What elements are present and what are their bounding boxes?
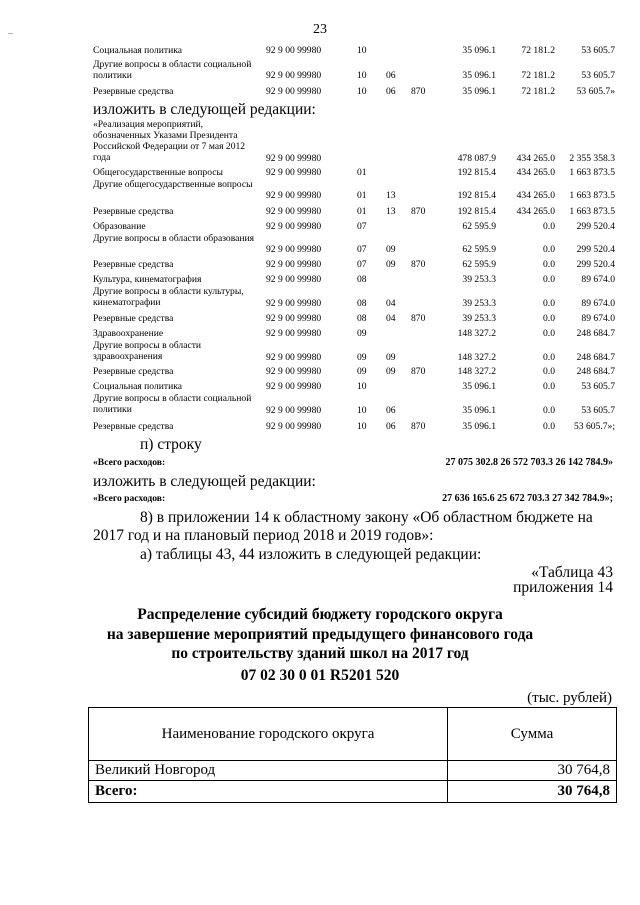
cell-v2: 0.0 — [543, 352, 555, 363]
cell-vr: 870 — [411, 86, 426, 97]
cell-v3: 248 684.7 — [576, 366, 615, 377]
cell-name: Резервные средства — [93, 86, 174, 97]
cell-v3: 53 605.7 — [581, 381, 615, 392]
cell-name: «Реализация мероприятий, обозначенных Указами Президента Российской Федерации от 7 мая 2012 года — [93, 119, 246, 163]
cell-v2: 72 181.2 — [521, 86, 555, 97]
cell-rz: 09 — [357, 352, 367, 363]
cell-v3: 248 684.7 — [576, 352, 615, 363]
cell-v1: 62 595.9 — [462, 244, 496, 255]
cell-v2: 434 265.0 — [516, 190, 555, 201]
cell-v2: 0.0 — [543, 298, 555, 309]
cell-name: Другие вопросы в области социальной политики — [93, 393, 252, 415]
cell-v2: 434 265.0 — [516, 153, 555, 164]
cell-pr: 13 — [386, 206, 396, 217]
cell-v2: 434 265.0 — [516, 206, 555, 217]
cell-v3: 1 663 873.5 — [569, 167, 615, 178]
cell-v3: 53 605.7 — [581, 405, 615, 416]
cell-v1: 35 096.1 — [462, 70, 496, 81]
cell-v1: 192 815.4 — [457, 167, 496, 178]
cell-pr: 06 — [386, 421, 396, 432]
cell-v1: 35 096.1 — [462, 45, 496, 56]
table-row — [89, 761, 617, 781]
cell-code: 92 9 00 99980 — [266, 206, 322, 217]
cell-rz: 10 — [357, 70, 367, 81]
cell-name: Резервные средства — [93, 366, 174, 377]
cell-code: 92 9 00 99980 — [266, 421, 322, 432]
cell-pr: 09 — [386, 244, 396, 255]
total-old-label: «Всего расходов: — [93, 457, 166, 468]
cell-rz: 01 — [357, 206, 367, 217]
cell-v2: 0.0 — [543, 366, 555, 377]
cell-rz: 07 — [357, 244, 367, 255]
cell-vr: 870 — [411, 366, 426, 377]
cell-v3: 89 674.0 — [581, 274, 615, 285]
cell-v2: 72 181.2 — [521, 70, 555, 81]
cell-v2: 0.0 — [543, 274, 555, 285]
cell-vr: 870 — [411, 206, 426, 217]
para8-line1: 8) в приложении 14 к областному закону «Об областном бюджете на — [140, 509, 593, 526]
cell-name: Другие общегосударственные вопросы — [93, 179, 253, 190]
cell-v1: 39 253.3 — [462, 298, 496, 309]
table-total-row — [89, 781, 617, 803]
cell-pr: 09 — [386, 352, 396, 363]
total-amount: 30 764,8 — [448, 781, 617, 803]
cell-code: 92 9 00 99980 — [266, 405, 322, 416]
cell-v2: 0.0 — [543, 221, 555, 232]
para8-line2: 2017 год и на плановый период 2018 и 2019 годов»: — [93, 527, 434, 544]
cell-v1: 62 595.9 — [462, 259, 496, 270]
cell-v3: 53 605.7 — [581, 70, 615, 81]
cell-rz: 01 — [357, 190, 367, 201]
cell-v1: 39 253.3 — [462, 274, 496, 285]
cell-pr: 09 — [386, 366, 396, 377]
cell-code: 92 9 00 99980 — [266, 244, 322, 255]
cell-name: Другие вопросы в области здравоохранения — [93, 340, 202, 362]
cell-code: 92 9 00 99980 — [266, 45, 322, 56]
cell-v1: 478 087.9 — [457, 153, 496, 164]
cell-code: 92 9 00 99980 — [266, 221, 322, 232]
cell-rz: 01 — [357, 167, 367, 178]
cell-rz: 09 — [357, 366, 367, 377]
header-district: Наименование городского округа — [89, 708, 448, 761]
cell-v1: 148 327.2 — [457, 328, 496, 339]
cell-v3: 89 674.0 — [581, 313, 615, 324]
edit-phrase-2: изложить в следующей редакции: — [93, 473, 316, 490]
cell-name: Резервные средства — [93, 421, 174, 432]
total-old-values: 27 075 302.8 26 572 703.3 26 142 784.9» — [445, 457, 613, 468]
cell-v2: 0.0 — [543, 421, 555, 432]
cell-v1: 148 327.2 — [457, 366, 496, 377]
cell-code: 92 9 00 99980 — [266, 70, 322, 81]
doc-title-line1: Распределение субсидий бюджету городского округа — [137, 606, 503, 623]
cell-code: 92 9 00 99980 — [266, 259, 322, 270]
cell-vr: 870 — [411, 259, 426, 270]
total-label: Всего: — [89, 781, 448, 803]
cell-v3: 299 520.4 — [576, 244, 615, 255]
cell-v3: 53 605.7» — [576, 86, 615, 97]
cell-rz: 08 — [357, 313, 367, 324]
cell-rz: 10 — [357, 421, 367, 432]
table-ref-2: приложения 14 — [513, 579, 613, 596]
cell-code: 92 9 00 99980 — [266, 274, 322, 285]
cell-v3: 2 355 358.3 — [569, 153, 615, 164]
cell-rz: 10 — [357, 405, 367, 416]
doc-title-line3: по строительству зданий школ на 2017 год — [171, 645, 469, 662]
edit-phrase-1: изложить в следующей редакции: — [93, 101, 316, 118]
total-new-label: «Всего расходов: — [93, 493, 166, 504]
district-amount: 30 764,8 — [448, 761, 617, 781]
cell-v1: 35 096.1 — [462, 421, 496, 432]
cell-v1: 192 815.4 — [457, 190, 496, 201]
cell-v3: 1 663 873.5 — [569, 190, 615, 201]
units-label: (тыс. рублей) — [527, 690, 612, 706]
cell-v3: 89 674.0 — [581, 298, 615, 309]
cell-v2: 0.0 — [543, 244, 555, 255]
cell-pr: 13 — [386, 190, 396, 201]
cell-v2: 72 181.2 — [521, 45, 555, 56]
cell-code: 92 9 00 99980 — [266, 167, 322, 178]
cell-code: 92 9 00 99980 — [266, 153, 322, 164]
cell-code: 92 9 00 99980 — [266, 328, 322, 339]
item-p: п) строку — [140, 436, 202, 453]
cell-rz: 09 — [357, 328, 367, 339]
subsidy-table-header — [89, 708, 617, 761]
cell-v3: 248 684.7 — [576, 328, 615, 339]
budget-code-line: 07 02 30 0 01 R5201 520 — [240, 667, 400, 684]
cell-v1: 148 327.2 — [457, 352, 496, 363]
cell-code: 92 9 00 99980 — [266, 313, 322, 324]
cell-pr: 06 — [386, 86, 396, 97]
cell-v1: 39 253.3 — [462, 313, 496, 324]
cell-v1: 35 096.1 — [462, 405, 496, 416]
cell-v2: 0.0 — [543, 405, 555, 416]
cell-v2: 434 265.0 — [516, 167, 555, 178]
cell-name: Резервные средства — [93, 313, 174, 324]
cell-v1: 192 815.4 — [457, 206, 496, 217]
subsidy-table — [88, 707, 617, 803]
cell-rz: 10 — [357, 86, 367, 97]
cell-v2: 0.0 — [543, 328, 555, 339]
cell-name: Образование — [93, 221, 146, 232]
cell-rz: 08 — [357, 274, 367, 285]
cell-code: 92 9 00 99980 — [266, 86, 322, 97]
cell-code: 92 9 00 99980 — [266, 366, 322, 377]
cell-v2: 0.0 — [543, 381, 555, 392]
cell-code: 92 9 00 99980 — [266, 352, 322, 363]
cell-v1: 35 096.1 — [462, 381, 496, 392]
cell-v3: 299 520.4 — [576, 221, 615, 232]
cell-name: Другие вопросы в области культуры, кинематографии — [93, 286, 244, 308]
cell-name: Социальная политика — [93, 381, 182, 392]
cell-pr: 09 — [386, 259, 396, 270]
header-amount: Сумма — [448, 708, 617, 761]
margin-mark: – — [8, 28, 13, 39]
cell-name: Социальная политика — [93, 45, 182, 56]
cell-pr: 06 — [386, 405, 396, 416]
cell-name: Резервные средства — [93, 206, 174, 217]
cell-rz: 10 — [357, 45, 367, 56]
cell-rz: 07 — [357, 259, 367, 270]
cell-code: 92 9 00 99980 — [266, 298, 322, 309]
cell-v1: 62 595.9 — [462, 221, 496, 232]
cell-code: 92 9 00 99980 — [266, 381, 322, 392]
cell-v2: 0.0 — [543, 259, 555, 270]
cell-rz: 07 — [357, 221, 367, 232]
cell-v1: 35 096.1 — [462, 86, 496, 97]
para-a: а) таблицы 43, 44 изложить в следующей редакции: — [140, 546, 482, 563]
cell-v3: 53 605.7 — [581, 45, 615, 56]
table-ref-1: «Таблица 43 — [531, 564, 613, 581]
cell-name: Культура, кинематография — [93, 274, 202, 285]
cell-pr: 04 — [386, 313, 396, 324]
cell-code: 92 9 00 99980 — [266, 190, 322, 201]
cell-name: Резервные средства — [93, 259, 174, 270]
cell-name: Здравоохранение — [93, 328, 164, 339]
cell-v3: 1 663 873.5 — [569, 206, 615, 217]
cell-v3: 299 520.4 — [576, 259, 615, 270]
page-number: 23 — [313, 22, 327, 37]
cell-name: Другие вопросы в области образования — [93, 233, 255, 244]
cell-pr: 04 — [386, 298, 396, 309]
cell-pr: 06 — [386, 70, 396, 81]
cell-v2: 0.0 — [543, 313, 555, 324]
cell-name: Общегосударственные вопросы — [93, 167, 223, 178]
cell-rz: 10 — [357, 381, 367, 392]
cell-vr: 870 — [411, 313, 426, 324]
cell-name: Другие вопросы в области социальной политики — [93, 59, 252, 81]
doc-title-line2: на завершение мероприятий предыдущего финансового года — [106, 626, 534, 643]
district-name: Великий Новгород — [89, 761, 448, 781]
cell-rz: 08 — [357, 298, 367, 309]
cell-vr: 870 — [411, 421, 426, 432]
cell-v3: 53 605.7»; — [573, 421, 615, 432]
total-new-values: 27 636 165.6 25 672 703.3 27 342 784.9»; — [442, 493, 613, 504]
